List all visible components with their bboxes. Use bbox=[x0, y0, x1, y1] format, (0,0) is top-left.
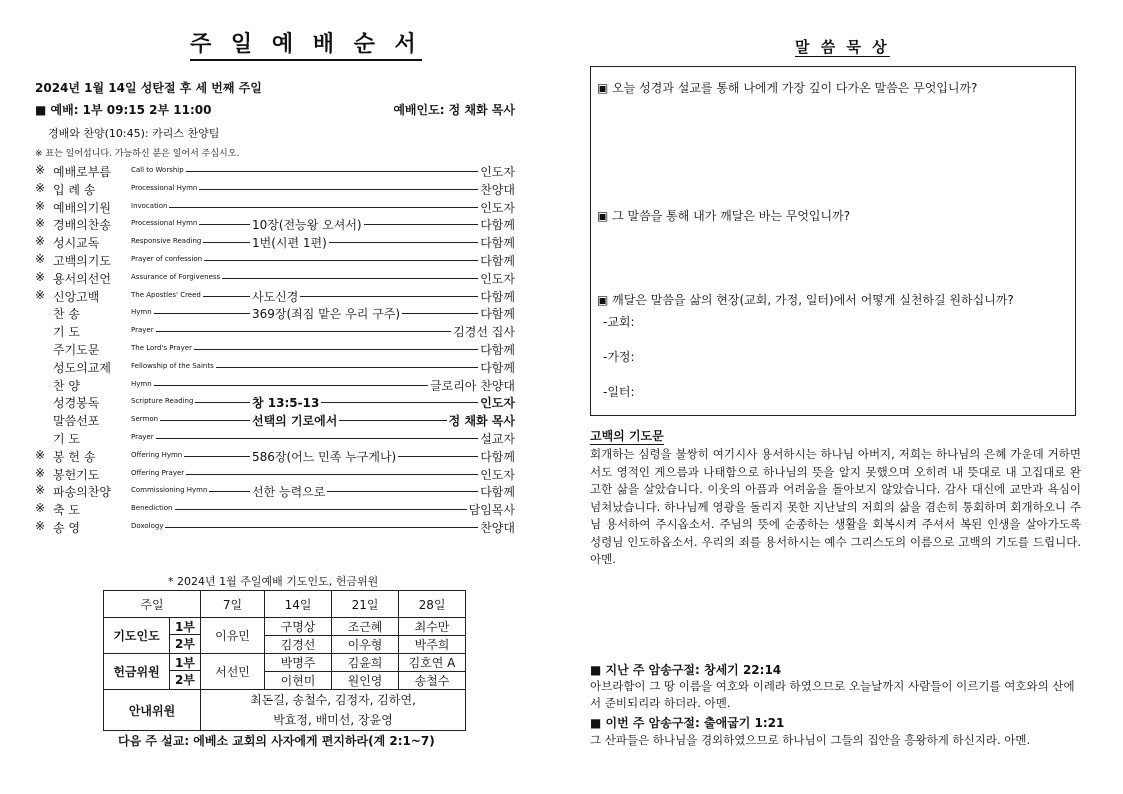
order-item bbox=[35, 234, 515, 251]
order-item-person: 정 채화 목사 bbox=[448, 414, 515, 429]
order-item bbox=[35, 252, 515, 269]
order-item-person: 다함께 bbox=[480, 236, 515, 251]
table-cell: 최수만 bbox=[399, 618, 466, 636]
order-item-name: 용서의선언 bbox=[53, 271, 111, 286]
order-item-name: 고백의기도 bbox=[53, 254, 111, 268]
order-item-name: 성시교독 bbox=[53, 236, 100, 251]
order-item-person: 인도자 bbox=[480, 467, 515, 482]
order-item bbox=[35, 412, 515, 429]
order-item bbox=[35, 288, 515, 305]
order-item-name: 파송의찬양 bbox=[53, 485, 111, 500]
order-item-english: Offering Hymn bbox=[131, 450, 183, 459]
order-item-name: 봉 헌 송 bbox=[53, 449, 96, 464]
order-item-english: Commissioning Hymn bbox=[131, 486, 208, 495]
this-week-verse: 그 산파들은 하나님을 경외하였으므로 하나님이 그들의 집안을 흥왕하게 하신지라. 아멘. bbox=[590, 733, 1031, 747]
order-item bbox=[35, 163, 515, 180]
leader-line bbox=[199, 189, 478, 190]
stand-mark: ※ bbox=[35, 216, 46, 231]
order-item-name: 예배의기원 bbox=[53, 200, 111, 215]
leader-line bbox=[156, 438, 478, 439]
order-item-person: 다함께 bbox=[480, 254, 515, 268]
order-item-detail: 사도신경 bbox=[252, 289, 299, 304]
order-item-english: Fellowship of the Saints bbox=[131, 361, 214, 370]
order-item-person: 인도자 bbox=[480, 165, 515, 179]
order-item-name: 입 례 송 bbox=[53, 182, 96, 197]
order-item-detail: 선한 능력으로 bbox=[252, 485, 326, 500]
order-item-name: 기 도 bbox=[53, 432, 80, 446]
order-item-person: 찬양대 bbox=[480, 521, 515, 535]
row-label: 안내위원 bbox=[104, 690, 201, 731]
order-item-english: Doxology bbox=[131, 522, 164, 530]
stand-mark: ※ bbox=[35, 519, 46, 533]
order-item-person: 다함께 bbox=[480, 360, 515, 375]
stand-mark: ※ bbox=[35, 163, 46, 177]
leader-line bbox=[169, 207, 478, 208]
stand-mark: ※ bbox=[35, 234, 46, 249]
order-item-english: Invocation bbox=[131, 201, 168, 210]
leader-line bbox=[203, 296, 478, 297]
meditation-box bbox=[590, 66, 1076, 416]
order-item-name: 기 도 bbox=[53, 325, 80, 340]
stand-mark: ※ bbox=[35, 501, 46, 516]
order-item-name: 말씀선포 bbox=[53, 414, 100, 429]
service-leader: 예배인도: 정 채화 목사 bbox=[393, 103, 515, 117]
order-item bbox=[35, 270, 515, 287]
order-item-english: Prayer bbox=[131, 326, 154, 335]
leader-line bbox=[195, 402, 478, 403]
order-item-person: 인도자 bbox=[480, 396, 515, 411]
order-item-person: 인도자 bbox=[480, 271, 515, 286]
order-item bbox=[35, 394, 515, 411]
table-header: 21일 bbox=[332, 591, 399, 618]
order-item bbox=[35, 519, 515, 536]
order-item-detail: 창 13:5-13 bbox=[252, 396, 320, 411]
order-item bbox=[35, 216, 515, 233]
last-week-verse-heading: ■ 지난 주 암송구절: 창세기 22:14 bbox=[590, 663, 782, 677]
question-3: ▣ 깨달은 말씀을 삶의 현장(교회, 가정, 일터)에서 어떻게 실천하길 원하십니까? bbox=[597, 293, 1014, 307]
order-item-english: Hymn bbox=[131, 379, 152, 388]
order-item-english: Responsive Reading bbox=[131, 237, 202, 246]
table-cell: 이유민 bbox=[201, 618, 265, 654]
table-header: 14일 bbox=[265, 591, 332, 618]
order-item-person: 담임목사 bbox=[468, 503, 515, 518]
order-item-name: 경배의찬송 bbox=[53, 218, 111, 233]
order-item-person: 다함께 bbox=[480, 343, 515, 357]
order-item bbox=[35, 501, 515, 518]
order-item-person: 김경선 집사 bbox=[453, 325, 515, 340]
roster-caption: * 2024년 1월 주일예배 기도인도, 헌금위원 bbox=[168, 575, 379, 588]
confession-text: 회개하는 심령을 불쌍히 여기시사 용서하시는 하나님 아버지, 저희는 하나님의 은혜 가운데 거하면서도 영적인 게으름과 나태함으로 하나님의 뜻을 알지 못했으며 오히려 내 뜻대로 내 고집대로 완고한 삶을 살았습니다. 이웃의 아픔과 어려움을 돌아보지 않았습니다. 감사 대신에 교만과 욕심이 넘쳐났습니다. 하나님께 영광을 돌리지 못한 지난날의 저희의 삶을 겸손히 통회하며 회개하오니 주님 용서하여 주시옵소서. 주님의 뜻에 순종하는 생활을 회복시켜 주셔서 복된 인생을 살아가도록 성령님 인도하옵소서. 우리의 죄를 용서하시는 예수 그리스도의 이름으로 고백의 기도를 드립니다. 아멘. bbox=[590, 447, 1081, 566]
row-label: 헌금위원 1부 2부 bbox=[104, 654, 201, 690]
service-times: ■ 예배: 1부 09:15 2부 11:00 bbox=[35, 103, 212, 117]
last-week-verse: 아브라함이 그 땅 이름을 여호와 이레라 하였으므로 오늘날까지 사람들이 이르기를 여호와의 산에서 준비되리라 하더라. 아멘. bbox=[590, 679, 1075, 710]
stand-mark: ※ bbox=[35, 483, 46, 498]
order-item bbox=[35, 466, 515, 483]
order-item-detail: 10장(전능왕 오셔서) bbox=[252, 218, 362, 233]
order-item bbox=[35, 181, 515, 198]
order-item-detail: 1번(시편 1편) bbox=[252, 236, 327, 251]
leader-line bbox=[216, 367, 478, 368]
order-item-name: 축 도 bbox=[53, 503, 80, 518]
row-label: 기도인도 1부 2부 bbox=[104, 618, 201, 654]
leader-line bbox=[194, 349, 478, 350]
leader-line bbox=[222, 278, 478, 279]
order-item-person: 다함께 bbox=[480, 485, 515, 500]
meditation-title: 말 씀 묵 상 bbox=[795, 38, 890, 56]
stand-mark: ※ bbox=[35, 180, 46, 195]
order-item bbox=[35, 323, 515, 340]
order-item bbox=[35, 483, 515, 500]
order-item-english: Benediction bbox=[131, 504, 173, 513]
table-cell: 송철수 bbox=[399, 672, 466, 690]
this-week-verse-heading: ■ 이번 주 암송구절: 출애굽기 1:21 bbox=[590, 716, 785, 730]
work-label: -일터: bbox=[603, 385, 635, 399]
leader-line bbox=[186, 171, 478, 172]
table-cell: 구명상 bbox=[265, 618, 332, 636]
standing-note: ※ 표는 일어섭니다. 가능하신 분은 일어서 주십시오. bbox=[35, 149, 240, 159]
leader-line bbox=[204, 260, 478, 261]
order-item-name: 신앙고백 bbox=[53, 289, 100, 304]
order-item-name: 찬 양 bbox=[53, 378, 80, 393]
roster-table bbox=[103, 590, 466, 731]
order-item bbox=[35, 377, 515, 394]
order-item-name: 송 영 bbox=[53, 521, 80, 535]
order-item-person: 설교자 bbox=[480, 432, 515, 446]
order-item-english: Offering Prayer bbox=[131, 468, 185, 477]
question-2: ▣ 그 말씀을 통해 내가 깨달은 바는 무엇입니까? bbox=[597, 209, 851, 223]
order-item-english: Prayer bbox=[131, 433, 154, 441]
order-item-detail: 선택의 기로에서 bbox=[252, 414, 338, 429]
order-item-detail: 369장(죄짐 맡은 우리 구주) bbox=[252, 307, 401, 322]
table-header: 주일 bbox=[104, 591, 201, 618]
order-item-name: 주기도문 bbox=[53, 343, 100, 357]
table-header: 28일 bbox=[399, 591, 466, 618]
table-cell: 박주희 bbox=[399, 636, 466, 654]
leader-line bbox=[154, 385, 428, 386]
order-item-name: 성도의교제 bbox=[53, 360, 111, 375]
church-label: -교회: bbox=[603, 315, 635, 329]
table-header: 7일 bbox=[201, 591, 265, 618]
order-item-person: 다함께 bbox=[480, 218, 515, 233]
home-label: -가정: bbox=[603, 350, 635, 364]
order-item-english: Prayer of confession bbox=[131, 255, 203, 263]
leader-line bbox=[165, 527, 478, 528]
order-item-name: 찬 송 bbox=[53, 307, 80, 322]
order-item-person: 인도자 bbox=[480, 200, 515, 215]
service-date: 2024년 1월 14일 성탄절 후 세 번째 주일 bbox=[35, 81, 262, 95]
order-item bbox=[35, 199, 515, 216]
order-item-person: 찬양대 bbox=[480, 182, 515, 197]
leader-line bbox=[175, 509, 467, 510]
order-item-name: 예배로부름 bbox=[53, 165, 111, 179]
table-cell: 박명주 bbox=[265, 654, 332, 672]
praise-info: 경배와 찬양(10:45): 카리스 찬양팀 bbox=[48, 127, 220, 140]
order-item-english: Processional Hymn bbox=[131, 183, 198, 192]
order-item-person: 다함께 bbox=[480, 449, 515, 464]
order-item bbox=[35, 305, 515, 322]
order-item-english: Assurance of Forgiveness bbox=[131, 272, 221, 281]
table-cell: 원인영 bbox=[332, 672, 399, 690]
table-cell: 최돈길, 송철수, 김정자, 김하연, 박효정, 배미선, 장윤영 bbox=[201, 690, 466, 731]
order-item-english: Scripture Reading bbox=[131, 397, 194, 406]
page-title: 주 일 예 배 순 서 bbox=[190, 32, 422, 61]
stand-mark: ※ bbox=[35, 447, 46, 462]
order-item-english: Sermon bbox=[131, 415, 159, 424]
order-item-person: 다함께 bbox=[480, 289, 515, 304]
order-item-detail: 586장(어느 민족 누구게나) bbox=[252, 449, 397, 464]
order-item-name: 성경봉독 bbox=[53, 396, 100, 411]
order-item-name: 봉헌기도 bbox=[53, 467, 100, 482]
table-cell: 김윤희 bbox=[332, 654, 399, 672]
order-item-person: 다함께 bbox=[480, 307, 515, 322]
order-item-english: Hymn bbox=[131, 308, 152, 317]
order-item-english: Processional Hymn bbox=[131, 219, 198, 228]
table-cell: 서선민 bbox=[201, 654, 265, 690]
table-cell: 조근혜 bbox=[332, 618, 399, 636]
table-cell: 이현미 bbox=[265, 672, 332, 690]
order-item-english: The Lord's Prayer bbox=[131, 344, 192, 352]
stand-mark: ※ bbox=[35, 287, 46, 302]
order-item bbox=[35, 341, 515, 358]
order-item bbox=[35, 359, 515, 376]
question-1: ▣ 오늘 성경과 설교를 통해 나에게 가장 깊이 다가온 말씀은 무엇입니까? bbox=[597, 81, 978, 95]
order-item-person: 글로리아 찬양대 bbox=[430, 378, 515, 393]
next-sermon: 다음 주 설교: 에베소 교회의 사자에게 편지하라(계 2:1~7) bbox=[118, 734, 435, 748]
order-item bbox=[35, 448, 515, 465]
table-cell: 김호연 A bbox=[399, 654, 466, 672]
order-item bbox=[35, 430, 515, 447]
stand-mark: ※ bbox=[35, 252, 46, 266]
order-item-english: Call to Worship bbox=[131, 166, 184, 174]
order-item-english: The Apostles' Creed bbox=[131, 290, 201, 299]
leader-line bbox=[203, 242, 478, 243]
stand-mark: ※ bbox=[35, 198, 46, 213]
leader-line bbox=[186, 474, 478, 475]
table-cell: 이우형 bbox=[332, 636, 399, 654]
leader-line bbox=[156, 331, 451, 332]
stand-mark: ※ bbox=[35, 269, 46, 284]
confession-heading: 고백의 기도문 bbox=[590, 429, 664, 443]
table-cell: 김경선 bbox=[265, 636, 332, 654]
stand-mark: ※ bbox=[35, 465, 46, 480]
